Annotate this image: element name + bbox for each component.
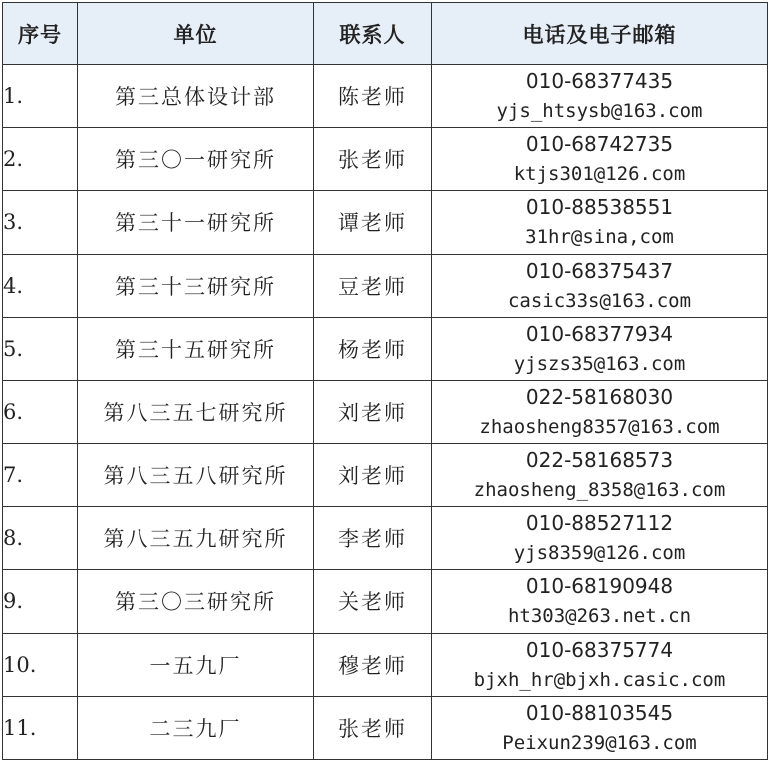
table-row [3, 128, 768, 191]
contact-info [432, 696, 768, 759]
row-number: 7. [3, 444, 78, 507]
unit-name: 第八三五七研究所 [78, 380, 314, 443]
header-contact-person: 联系人 [314, 3, 432, 65]
contact-info [432, 507, 768, 570]
row-number: 11. [3, 696, 78, 759]
contact-info [432, 380, 768, 443]
table-row [3, 380, 768, 443]
unit-name: 第三十五研究所 [78, 317, 314, 380]
contact-person: 豆老师 [314, 254, 432, 317]
contact-person: 刘老师 [314, 380, 432, 443]
header-row [3, 3, 768, 65]
email-address: ktjs301@126.com [513, 163, 686, 186]
row-number: 2. [3, 128, 78, 191]
row-number: 4. [3, 254, 78, 317]
contact-info [432, 317, 768, 380]
phone-number: 010-68375437 [525, 258, 674, 283]
contact-info [432, 570, 768, 633]
row-number: 1. [3, 65, 78, 128]
contact-info [432, 633, 768, 696]
contact-person: 张老师 [314, 128, 432, 191]
unit-name: 一五九厂 [78, 633, 314, 696]
contact-info [432, 65, 768, 128]
table-body [3, 65, 768, 760]
row-number: 3. [3, 191, 78, 254]
phone-number: 010-68742735 [525, 132, 674, 157]
contact-person: 谭老师 [314, 191, 432, 254]
email-address: yjs8359@126.com [513, 542, 686, 565]
phone-number: 022-58168573 [525, 448, 674, 473]
row-number: 10. [3, 633, 78, 696]
phone-number: 010-68375774 [525, 637, 674, 662]
email-address: zhaosheng_8358@163.com [473, 479, 726, 502]
contact-person: 刘老师 [314, 444, 432, 507]
table-row [3, 65, 768, 128]
email-address: yjs_htsysb@163.com [496, 100, 703, 123]
contact-person: 张老师 [314, 696, 432, 759]
unit-name: 第八三五八研究所 [78, 444, 314, 507]
contact-info [432, 254, 768, 317]
phone-number: 010-88527112 [525, 511, 674, 536]
phone-number: 010-68377934 [525, 321, 674, 346]
email-address: casic33s@163.com [507, 289, 692, 312]
email-address: Peixun239@163.com [502, 731, 697, 754]
header-unit: 单位 [78, 3, 314, 65]
phone-number: 010-88103545 [525, 700, 674, 725]
row-number: 9. [3, 570, 78, 633]
phone-number: 010-68190948 [525, 574, 674, 599]
row-number: 8. [3, 507, 78, 570]
table-row [3, 317, 768, 380]
contact-person: 穆老师 [314, 633, 432, 696]
header-no: 序号 [3, 3, 78, 65]
email-address: 31hr@sina,com [525, 226, 674, 249]
email-address: yjszs35@163.com [513, 352, 686, 375]
row-number: 5. [3, 317, 78, 380]
contact-person: 关老师 [314, 570, 432, 633]
email-address: zhaosheng8357@163.com [479, 415, 720, 438]
header-phone-email: 电话及电子邮箱 [432, 3, 768, 65]
unit-name: 第三十一研究所 [78, 191, 314, 254]
phone-number: 010-68377435 [525, 69, 674, 94]
contacts-table [2, 2, 768, 760]
unit-name: 第三总体设计部 [78, 65, 314, 128]
contact-info [432, 444, 768, 507]
table-row [3, 633, 768, 696]
contact-info [432, 191, 768, 254]
table-row [3, 444, 768, 507]
table-row [3, 254, 768, 317]
unit-name: 第三十三研究所 [78, 254, 314, 317]
phone-number: 010-88538551 [525, 195, 674, 220]
table-header [3, 3, 768, 65]
unit-name: 第八三五九研究所 [78, 507, 314, 570]
unit-name: 第三〇三研究所 [78, 570, 314, 633]
unit-name: 第三〇一研究所 [78, 128, 314, 191]
contact-person: 杨老师 [314, 317, 432, 380]
table-row [3, 191, 768, 254]
email-address: bjxh_hr@bjxh.casic.com [473, 668, 726, 691]
table-row [3, 570, 768, 633]
email-address: ht303@263.net.cn [507, 605, 692, 628]
row-number: 6. [3, 380, 78, 443]
contact-person: 陈老师 [314, 65, 432, 128]
table-row [3, 507, 768, 570]
phone-number: 022-58168030 [525, 384, 674, 409]
contact-person: 李老师 [314, 507, 432, 570]
unit-name: 二三九厂 [78, 696, 314, 759]
contact-info [432, 128, 768, 191]
table-row [3, 696, 768, 759]
